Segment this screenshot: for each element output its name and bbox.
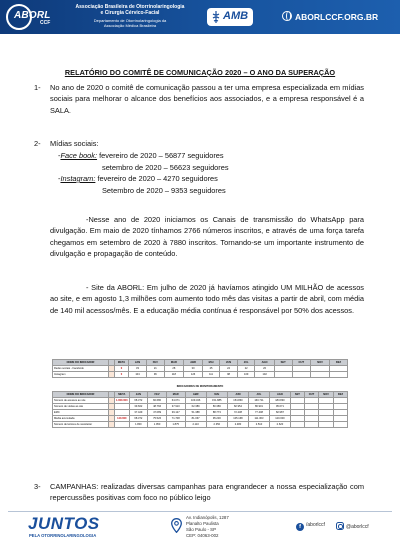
header-cell: JUL xyxy=(249,392,270,398)
data-cell: 120.000 xyxy=(269,416,290,422)
data-cell xyxy=(333,422,347,428)
instagram-label: Instagram: xyxy=(60,174,96,183)
assoc-line-4: Associação Médica Brasileira xyxy=(103,23,157,28)
header-cell: JUN xyxy=(220,360,238,366)
data-cell: 68.372 xyxy=(129,416,148,422)
data-cell: 1.000.000 xyxy=(116,399,128,402)
data-cell: 82.954 xyxy=(227,404,248,410)
data-cell: 30 xyxy=(184,366,203,372)
header-cell: JUL xyxy=(238,360,255,366)
juntos-brand: JUNTOS xyxy=(28,514,100,533)
header-cell: META xyxy=(115,360,129,366)
website-link[interactable] xyxy=(282,11,378,22)
assoc-line-1: Associação Brasileira de Otorrinolaringologia xyxy=(75,4,185,10)
section-3-text: CAMPANHAS: realizadas diversas campanhas para engrandecer a nossa especialização com repercussões positivas com foco no público leigo xyxy=(50,482,364,503)
assoc-line-2: e Cirurgia Cérvico-Facial xyxy=(100,10,160,16)
header-cell: DEZ xyxy=(329,360,347,366)
data-cell xyxy=(329,372,347,378)
facebook-label: Face book: xyxy=(60,151,98,160)
header-cell: ABR xyxy=(184,360,203,366)
data-cell: 68.372 xyxy=(129,398,148,404)
header-cell: META xyxy=(115,392,130,398)
header-cell: JUN xyxy=(227,392,248,398)
data-cell: 81.067 xyxy=(185,416,206,422)
data-cell: 2.510 xyxy=(249,422,270,428)
address-line-2: Planalto Paulista xyxy=(186,521,219,526)
amb-logo xyxy=(207,8,253,26)
data-cell: 160.711 xyxy=(249,398,270,404)
address-line-3: São Paulo - SP xyxy=(186,527,217,532)
header-cell: MAI xyxy=(206,392,227,398)
data-cell: 82.987 xyxy=(269,410,290,416)
data-cell: 98 xyxy=(220,372,238,378)
data-cell: 140.000 xyxy=(115,416,130,422)
data-cell: 2.110 xyxy=(185,422,206,428)
header-cell: ABR xyxy=(185,392,206,398)
facebook-line-1: -Face book: fevereiro de 2020 – 56877 seguidores xyxy=(58,151,224,160)
data-cell: 126 xyxy=(184,372,203,378)
table-row xyxy=(53,372,348,378)
instagram-link[interactable] xyxy=(336,522,369,530)
facebook-handle: /aborlccf xyxy=(306,522,325,528)
address-line-1: Av. Indianópolis, 1287 xyxy=(186,515,229,520)
data-cell: 37.429 xyxy=(129,410,148,416)
social-indicators-table xyxy=(52,359,348,378)
data-cell: 80.386 xyxy=(206,404,227,410)
facebook-icon: f xyxy=(296,523,304,531)
header-cell: NOV xyxy=(319,392,334,398)
aborl-logo xyxy=(4,3,62,31)
data-cell: 51.388 xyxy=(185,410,206,416)
data-cell: 154.860 xyxy=(227,398,248,404)
footer-divider xyxy=(8,511,392,512)
data-cell: 0 xyxy=(115,366,129,372)
row-label-cell: Número de acessos ao site xyxy=(53,398,109,404)
data-cell: 111.363 xyxy=(249,416,270,422)
header-cell: AGO xyxy=(269,392,290,398)
data-cell: 109 xyxy=(238,372,255,378)
header-cell: NOV xyxy=(311,360,330,366)
monitoring-caption: INDICADORES DE MONITORAMENTO xyxy=(176,385,224,388)
header-cell: NOME DO INDICADOR xyxy=(53,392,109,398)
data-cell: 109.346 xyxy=(185,398,206,404)
data-cell: 71.708 xyxy=(166,416,185,422)
row-label-cell: Instagram xyxy=(53,372,109,378)
address-line-4: CEP: 04063-002 xyxy=(186,533,219,538)
website-text: ABORLCCF.ORG.BR xyxy=(295,12,379,22)
data-cell: 1.800 xyxy=(129,422,148,428)
data-cell: 20 xyxy=(255,366,275,372)
header-cell: FEV xyxy=(148,392,167,398)
data-cell: 75.526 xyxy=(148,416,167,422)
row-label-cell: Redes sociais - Facebook xyxy=(53,366,109,372)
instagram-handle: @aborlccf xyxy=(346,524,369,530)
report-title: RELATÓRIO DO COMITÊ DE COMUNICAÇÃO 2020 – O ANO DA SUPERAÇÃO xyxy=(64,68,336,77)
data-cell: 47.089 xyxy=(148,410,167,416)
header-cell: SET xyxy=(274,360,292,366)
data-cell: 151.885 xyxy=(206,398,227,404)
juntos-subtitle: PELA OTORRINOLARINGOLOGIA xyxy=(29,533,97,538)
header-cell: NOME DO INDICADOR xyxy=(53,360,109,366)
data-cell: 77.408 xyxy=(249,410,270,416)
amb-label: AMB xyxy=(223,10,249,22)
header-cell: OUT xyxy=(304,392,318,398)
data-cell: 105.168 xyxy=(227,416,248,422)
facebook-link[interactable] xyxy=(296,522,325,531)
monitoring-indicators-table xyxy=(52,391,348,428)
data-cell: 37.910 xyxy=(166,404,185,410)
data-cell: 183.830 xyxy=(269,398,290,404)
site-paragraph: - Site da ABORL: Em julho de 2020 já havíamos atingido UM MILHÃO de acessos ao site, e em agosto 1,3 milhões com aumento todo mês das visitas a partir de abril, com média de 140 mil acessos/mês. E a educação média contínua é responsável por 50% dos acessos. xyxy=(50,283,364,315)
header-cell: SET xyxy=(291,392,305,398)
header-cell: AGO xyxy=(255,360,275,366)
data-cell: 86.901 xyxy=(249,404,270,410)
data-cell: 25 xyxy=(203,366,220,372)
header-cell: MAR xyxy=(166,392,185,398)
instagram-line-2: Setembro de 2020 – 9353 seguidores xyxy=(102,186,226,195)
data-cell: 104 xyxy=(129,372,147,378)
table-row xyxy=(53,422,348,428)
data-cell: 64.071 xyxy=(166,398,185,404)
header-cell: MAI xyxy=(203,360,220,366)
data-cell: 111 xyxy=(203,372,220,378)
data-cell: 39.127 xyxy=(166,410,185,416)
amb-caduceus-icon xyxy=(211,11,221,23)
header-cell: OUT xyxy=(292,360,311,366)
facebook-line-2: setembro de 2020 – 56623 seguidores xyxy=(102,163,229,172)
data-cell xyxy=(292,372,311,378)
instagram-icon xyxy=(336,522,344,530)
facebook-feb-text: fevereiro de 2020 – 56877 seguidores xyxy=(97,151,224,160)
footer-address xyxy=(186,515,229,539)
row-label-cell: Média acumulada xyxy=(53,416,109,422)
globe-icon xyxy=(282,11,292,21)
data-cell xyxy=(311,372,330,378)
data-cell: 2.480 xyxy=(227,422,248,428)
social-media-heading: Mídias sociais: xyxy=(50,139,99,148)
instagram-feb-text: fevereiro de 2020 – 4270 seguidores xyxy=(95,174,218,183)
instagram-line-1: -Instagram: fevereiro de 2020 – 4270 seguidores xyxy=(58,174,218,183)
data-cell: 0 xyxy=(115,372,129,378)
data-cell xyxy=(304,422,318,428)
data-cell: 2.350 xyxy=(206,422,227,428)
row-label-cell: EMC xyxy=(53,410,109,416)
row-label-cell: Número de leitores de newsletter xyxy=(53,422,109,428)
data-cell xyxy=(115,422,130,428)
data-cell: 118 xyxy=(164,372,184,378)
data-cell: 72.238 xyxy=(227,410,248,416)
data-cell: 21 xyxy=(146,366,164,372)
association-name xyxy=(70,4,190,28)
data-cell: 2.620 xyxy=(269,422,290,428)
data-cell xyxy=(319,422,334,428)
assoc-line-3: Departamento de Otorrinolaringologia da xyxy=(93,18,167,23)
data-cell: 28 xyxy=(164,366,184,372)
logo-text: ABORL xyxy=(14,10,51,21)
data-cell: 39.662 xyxy=(129,404,148,410)
data-cell: 96 xyxy=(146,372,164,378)
header-cell: FEV xyxy=(146,360,164,366)
section-3-number: 3- xyxy=(34,482,41,491)
data-cell: 24 xyxy=(220,366,238,372)
section-2-number: 2- xyxy=(34,139,41,148)
data-cell: 48.766 xyxy=(148,404,167,410)
header-cell: MAR xyxy=(164,360,184,366)
section-1-text: No ano de 2020 o comitê de comunicação passou a ter uma empresa especializada em mídias sociais para melhorar o alcance dos benefícios aos associados, e a empresa responsável é a SALA. xyxy=(50,83,364,115)
data-cell: 62.389 xyxy=(185,404,206,410)
data-cell: 22 xyxy=(238,366,255,372)
row-label-cell: Número de visitas ao site xyxy=(53,404,109,410)
section-1-number: 1- xyxy=(34,83,41,92)
data-cell xyxy=(274,372,292,378)
logo-suffix: CCF xyxy=(40,20,51,26)
data-cell: 33 xyxy=(129,366,147,372)
data-cell: 1.950 xyxy=(148,422,167,428)
header-cell: JAN xyxy=(129,360,147,366)
data-cell xyxy=(291,422,305,428)
location-pin-icon xyxy=(171,518,182,533)
data-cell: 1.875 xyxy=(166,422,185,428)
header-cell: JAN xyxy=(129,392,148,398)
data-cell: 82.680 xyxy=(148,398,167,404)
data-cell: 102 xyxy=(255,372,275,378)
data-cell: 88.773 xyxy=(206,410,227,416)
data-cell: 95.671 xyxy=(269,404,290,410)
header-band xyxy=(0,0,400,34)
header-cell: DEZ xyxy=(333,392,347,398)
whatsapp-paragraph: -Nesse ano de 2020 iniciamos os Canais de transmissão do WhatsApp para divulgação. Em maio de 2020 tínhamos 2766 números inscritos, e através de uma força tarefa chegamos em setembro de 2020 à 7880 inscritos. Tornando-se um importante instrumento de divulgação e propagação de conteúdo. xyxy=(50,215,364,259)
data-cell: 95.230 xyxy=(206,416,227,422)
